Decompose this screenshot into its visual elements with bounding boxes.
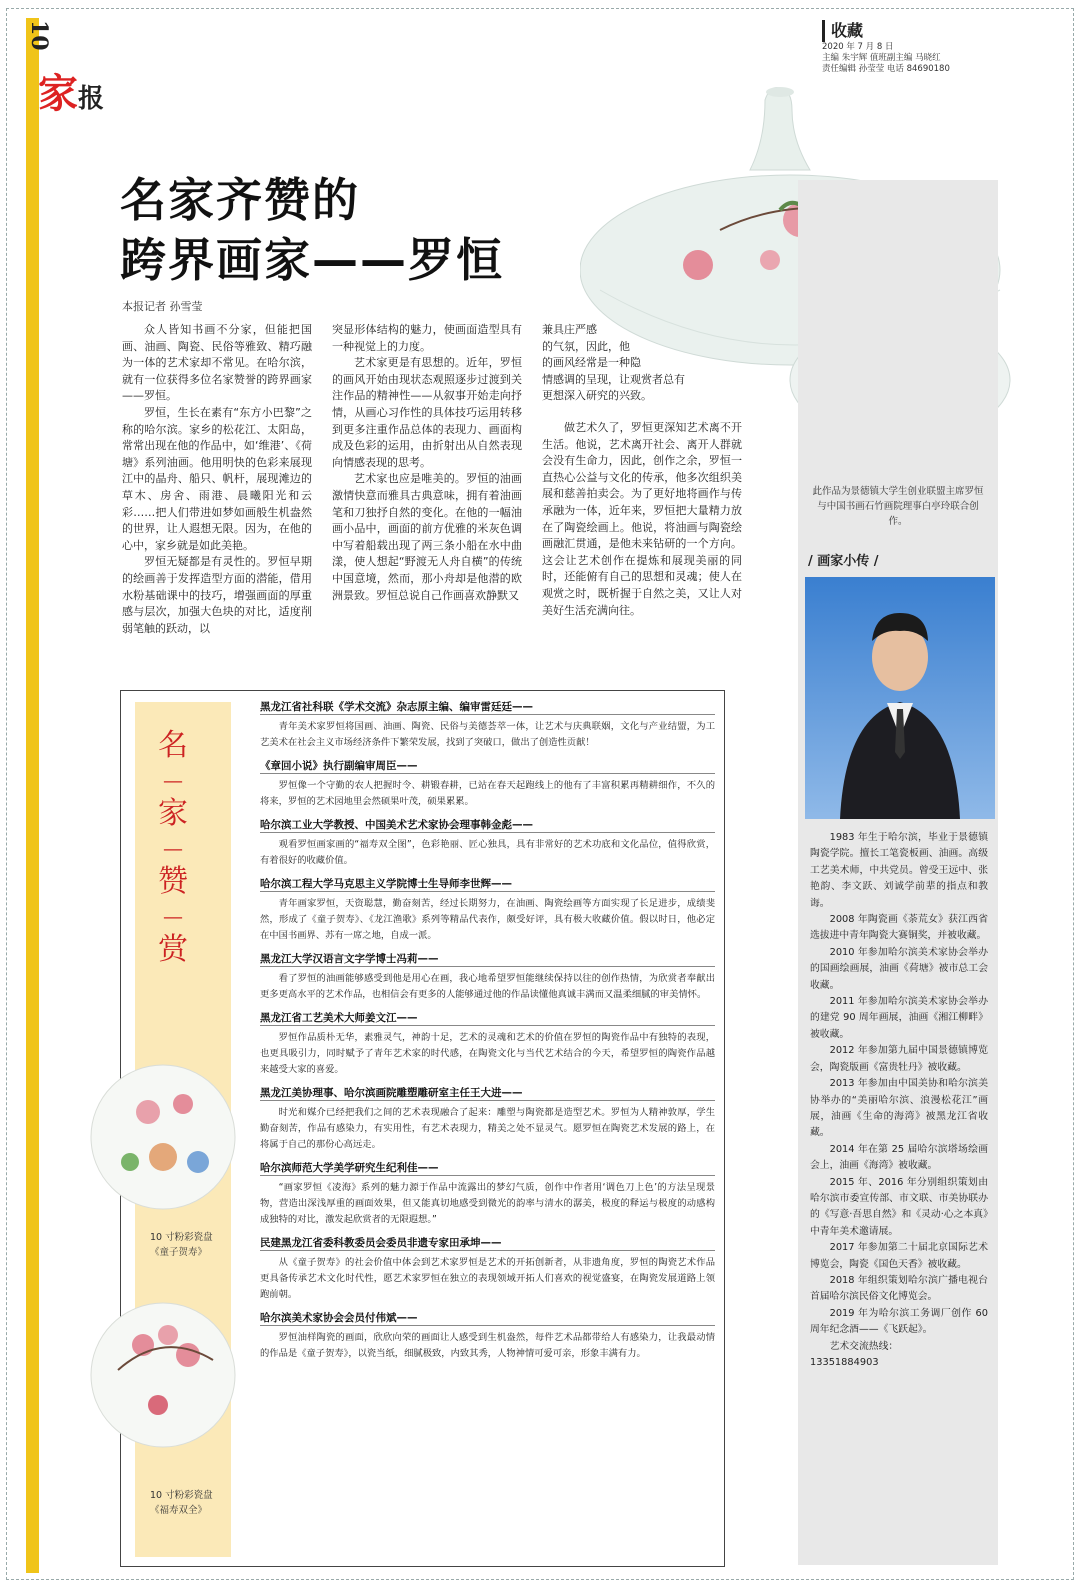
bio-paragraph: 2015 年、2016 年分别组织策划由哈尔滨市委宣传部、市文联、市美协联办的《写意·吾思自然》和《灵动·心之本真》中青年美术邀请展。: [810, 1176, 988, 1237]
critic-title: 黑龙江大学汉语言文字学博士冯莉——: [260, 952, 715, 967]
article-title: [120, 170, 504, 290]
bio-paragraph: 2011 年参加哈尔滨美术家协会举办的建党 90 周年画展，油画《湘江柳畔》被收藏。: [810, 996, 988, 1040]
bio-heading: / 画家小传 /: [808, 554, 879, 569]
byline: 本报记者 孙雪莹: [122, 300, 203, 313]
bio-paragraph: 2017 年参加第二十届北京国际艺术博览会，陶瓷《国色天香》被收藏。: [810, 1242, 988, 1270]
paragraph: 艺术家也应是唯美的。罗恒的油画激情快意而雅具古典意味，拥有着油画笔和刀独抒自然的变化。在他的一幅油画小品中，画面的前方优雅的米灰色调中写着船载出现了两三条小船在水中曲漾，使人想起“野渡无人舟自横”的传统中国意境，然而，那小舟却是他潜的欧洲景致。罗恒总说自己作画喜欢静默又: [332, 472, 522, 602]
vertical-char: 赏: [158, 932, 188, 967]
critic-title: 哈尔滨美术家协会会员付伟斌——: [260, 1311, 715, 1326]
issue-date: 2020 年 7 月 8 日: [822, 42, 894, 52]
text-line: 的气氛，因此，他: [542, 339, 630, 353]
critic-title: 民建黑龙江省委科教委员会委员非遗专家田承坤——: [260, 1236, 715, 1251]
critic-text: 罗恒像一个守勤的农人把握时令、耕锻春耕，已站在春天起跑线上的他有了丰富积累再精耕细作，不久的将来，罗恒的艺术园地里会然硕果叶茂，硕果累累。: [260, 780, 715, 807]
critic-title: 哈尔滨工程大学马克思主义学院博士生导师李世辉——: [260, 877, 715, 892]
logo-char-bao: 报: [78, 84, 105, 114]
bio-paragraph: 2012 年参加第九届中国景德镇博览会，陶瓷版画《富贵牡丹》被收藏。: [810, 1045, 988, 1073]
plate-tongzi-heshou: [88, 1062, 238, 1212]
bio-text: [810, 830, 988, 1371]
critic-item: [260, 700, 715, 751]
critic-text: 青年画家罗恒，天资聪慧，勤奋刻苦，经过长期努力，在油画、陶瓷绘画等方面实现了长足进步，成绩斐然，形成了《童子贺寿》、《龙江渔歌》系列等精品代表作，颇受好评，具有极大收藏价值。假以时日，他必定在中国书画界、苏有一席之地，自成一派。: [260, 898, 715, 941]
critic-item: [260, 759, 715, 810]
critic-item: [260, 877, 715, 944]
critic-text: 观看罗恒画家画的“福寿双全图”，色彩艳丽、匠心独具，具有非常好的艺术功底和文化品位，值得欣赏，有着很好的收藏价值。: [260, 839, 715, 866]
plate-size: 10 寸粉彩瓷盘: [150, 1232, 213, 1243]
vertical-char: 家: [158, 796, 188, 831]
article-col-1: [122, 322, 312, 637]
critic-text: “画家罗恒《凌海》系列的魅力源于作品中流露出的梦幻气质，创作中作者用‘调色刀上色’的方法呈现景物，营造出深浅厚重的画面效果，但又能真切地感受到微光的韵率与清水的潺美，极度的释运与极度的动感构成独特的对比，激发起欣赏者的无限遐想。”: [260, 1182, 715, 1225]
title-line-2: 跨界画家——罗恒: [120, 233, 504, 287]
contact-phone: 13351884903: [810, 1357, 879, 1368]
critic-item: [260, 1086, 715, 1153]
plate-caption-2: [150, 1488, 213, 1518]
critic-text: 罗恒作品质朴无华，素雅灵气，神韵十足，艺术的灵魂和艺术的价值在罗恒的陶瓷作品中有独特的表现，也更具吸引力，同时赋予了青年艺术家的时代感，在陶瓷文化与当代艺术结合的今天，希望罗恒的陶瓷作品越来越受大家的喜爱。: [260, 1032, 715, 1075]
critic-title: 哈尔滨师范大学美学研究生纪利佳——: [260, 1161, 715, 1176]
artist-photo: [805, 577, 995, 819]
critics-vertical-title: 名 — 家 — 赞 — 赏: [158, 720, 188, 976]
critic-title: 黑龙江省社科联《学术交流》杂志原主编、编审雷廷廷——: [260, 700, 715, 715]
plate-caption-1: [150, 1230, 213, 1260]
newspaper-logo: [38, 62, 104, 119]
vertical-char: 名: [158, 728, 188, 763]
paragraph: 罗恒无疑都是有灵性的。罗恒早期的绘画善于发挥造型方面的潜能，借用水粉基础课中的技巧，增强画面的厚重感与层次，加强大色块的对比，适度削弱笔触的跃动，以: [122, 555, 312, 635]
contact-label: 艺术交流热线：: [829, 1340, 899, 1352]
article-col-2: [332, 322, 522, 604]
masthead: [822, 20, 1022, 75]
paragraph: 做艺术久了，罗恒更深知艺术离不开生活。他说，艺术离开社会、离开人群就会没有生命力，因此，创作之余，罗恒一直热心公益与文化的传承，他多次组织美展和慈善拍卖会。为了更好地将画作与传承融为一体，近年来，罗恒把大量精力放在了陶瓷绘画上。他说，将油画与陶瓷绘画融汇贯通，是他未来钻研的一个方向。这会让艺术创作在提炼和展现美丽的同时，还能俯有自己的思想和灵魂；使人在观赏之时，既析握于自然之美，又让人对美好生活充满向往。: [542, 421, 742, 617]
paragraph: 突显形体结构的魅力，使画面造型具有一种视觉上的力度。: [332, 323, 522, 353]
critic-text: 青年美术家罗恒将国画、油画、陶瓷、民俗与美德荟萃一体，让艺术与庆典联姻，文化与产业结盟，为工艺美术在社会主义市场经济条件下繁荣发展，找到了突破口，做出了创造性贡献！: [260, 721, 715, 748]
side-strip: [26, 18, 39, 1573]
bio-paragraph: 2018 年组织策划哈尔滨广播电视台首届哈尔滨民俗文化博览会。: [810, 1274, 988, 1303]
text-line: 更想深入研究的兴致。: [542, 389, 652, 403]
title-line-1: 名家齐赞的: [120, 173, 360, 227]
bio-paragraph: 2019 年为哈尔滨工务调厂创作 60 周年纪念酒——《飞跃起》。: [810, 1307, 988, 1336]
plate-fushou-shuangquan: [88, 1300, 238, 1450]
critic-item: [260, 952, 715, 1003]
paragraph: 艺术家更是有思想的。近年，罗恒的画风开始由现状态观照逐步过渡到关注作品的精神性——从叙事开始走向抒情，从画心习作性的具体技巧运用转移到更多注重作品总体的表现力、画面构成及色彩的运用，由折射出从自然表现向情感表现的思考。: [332, 356, 522, 469]
critic-text: 罗恒油样陶瓷的画面，欣欣向荣的画面让人感受到生机盎然，每件艺术品都带给人有感染力，让我最动情的作品是《童子贺寿》，以瓷当纸，细腻极致，内致其秀，人物神情可爱可亲，形象丰满有力。: [260, 1332, 715, 1359]
section-title: 收藏: [822, 20, 1022, 42]
critic-item: [260, 1011, 715, 1078]
text-line: 情感调的呈现，让观赏者总有: [542, 372, 685, 386]
critic-title: 黑龙江美协理事、哈尔滨画院雕塑雕研室主任王大进——: [260, 1086, 715, 1101]
critic-item: [260, 1311, 715, 1362]
plate-title: 《童子贺寿》: [150, 1247, 208, 1258]
critic-title: 《章回小说》执行副编审周臣——: [260, 759, 715, 774]
vertical-char: 赞: [158, 864, 188, 899]
critic-title: 哈尔滨工业大学教授、中国美术艺术家协会理事韩金彪——: [260, 818, 715, 833]
editor-phone-line: 责任编辑 孙莹莹 电话 84690180: [822, 64, 950, 74]
bio-paragraph: 1983 年生于哈尔滨，毕业于景德镇陶瓷学院。擅长工笔瓷板画、油画。高级工艺美术师，中共党员。曾受王远中、张艳韵、李文跃、刘诚学前辈的指点和教诲。: [810, 832, 988, 909]
page-number: 10: [26, 20, 52, 51]
bio-paragraph: 2010 年参加哈尔滨美术家协会举办的国画绘画展，油画《荷塘》被市总工会收藏。: [810, 946, 988, 991]
critic-title: 黑龙江省工艺美术大师姜文江——: [260, 1011, 715, 1026]
critic-item: [260, 818, 715, 869]
logo-char-jia: 家: [38, 70, 78, 117]
vase-caption: 此作品为景德镇大学生创业联盟主席罗恒与中国书画石竹画院理事白亭玲联合创作。: [812, 486, 984, 527]
critics-list: [260, 700, 715, 1370]
plate-title: 《福寿双全》: [150, 1505, 208, 1516]
critic-text: 时光和媒介已经把我们之间的艺术表现融合了起来：雕塑与陶瓷都是造型艺术。罗恒为人精神敦厚，学生勤奋刻苦，作品有感染力，有实用性，有艺术表现力，精美之处不显灵气。愿罗恒在陶瓷艺术发展的路上，在将属于自己的那份心高远走。: [260, 1107, 715, 1150]
bio-paragraph: 2014 年在第 25 届哈尔滨塔场绘画会上，油画《海湾》被收藏。: [810, 1143, 988, 1172]
paragraph: 罗恒，生长在素有“东方小巴黎”之称的哈尔滨。家乡的松花江、太阳岛，常常出现在他的作品中，如‘维港’、《荷塘》系列油画。他用明快的色彩来展现江中的晶舟、船只、帆杆，展现滩边的草木、房舍、雨港、晨曦阳光和云彩……把人们带进如梦如画般生机盎然的世界，让人遐想无限。因为，在他的心中，家乡就是如此美艳。: [122, 405, 312, 552]
critic-item: [260, 1161, 715, 1228]
critic-item: [260, 1236, 715, 1303]
text-line: 兼具庄严感: [542, 323, 597, 336]
article-col-3-top: [542, 322, 702, 405]
plate-size: 10 寸粉彩瓷盘: [150, 1490, 213, 1501]
editors-line: 主编 朱宇辉 值班副主编 马晓红: [822, 53, 941, 63]
critic-text: 从《童子贺寿》的社会价值中体会到艺术家罗恒是艺术的开拓创新者，从非遗角度，罗恒的陶瓷艺术作品更具备传承艺术文化时代性，愿艺术家罗恒在独立的表现领域开拓人们喜欢的视觉盛宴，在陶瓷发展道路上领跑前朝。: [260, 1257, 715, 1300]
bio-paragraph: 2008 年陶瓷画《荼荒女》获江西省选拔进中青年陶瓷大赛铜奖，并被收藏。: [810, 914, 988, 942]
bio-paragraph: 2013 年参加由中国美协和哈尔滨美协举办的“美丽哈尔滨、浪漫松花江”画展，油画《生命的海湾》被黑龙江省收藏。: [810, 1078, 988, 1139]
critic-text: 看了罗恒的油画能够感受到他是用心在画，我心地希望罗恒能继续保持以往的创作热情，为欣赏者奉献出更多更高水平的艺术作品，也相信会有更多的人能够通过他的作品读懂他真诚丰满而又温柔细腻的审美情怀。: [260, 973, 715, 1000]
text-line: 的画风经常是一种隐: [542, 356, 641, 370]
article-col-3: [542, 420, 742, 619]
paragraph: 众人皆知书画不分家，但能把国画、油画、陶瓷、民俗等雅致、精巧融为一体的艺术家却不常见。在哈尔滨，就有一位获得多位名家赞誉的跨界画家——罗恒。: [122, 323, 312, 403]
